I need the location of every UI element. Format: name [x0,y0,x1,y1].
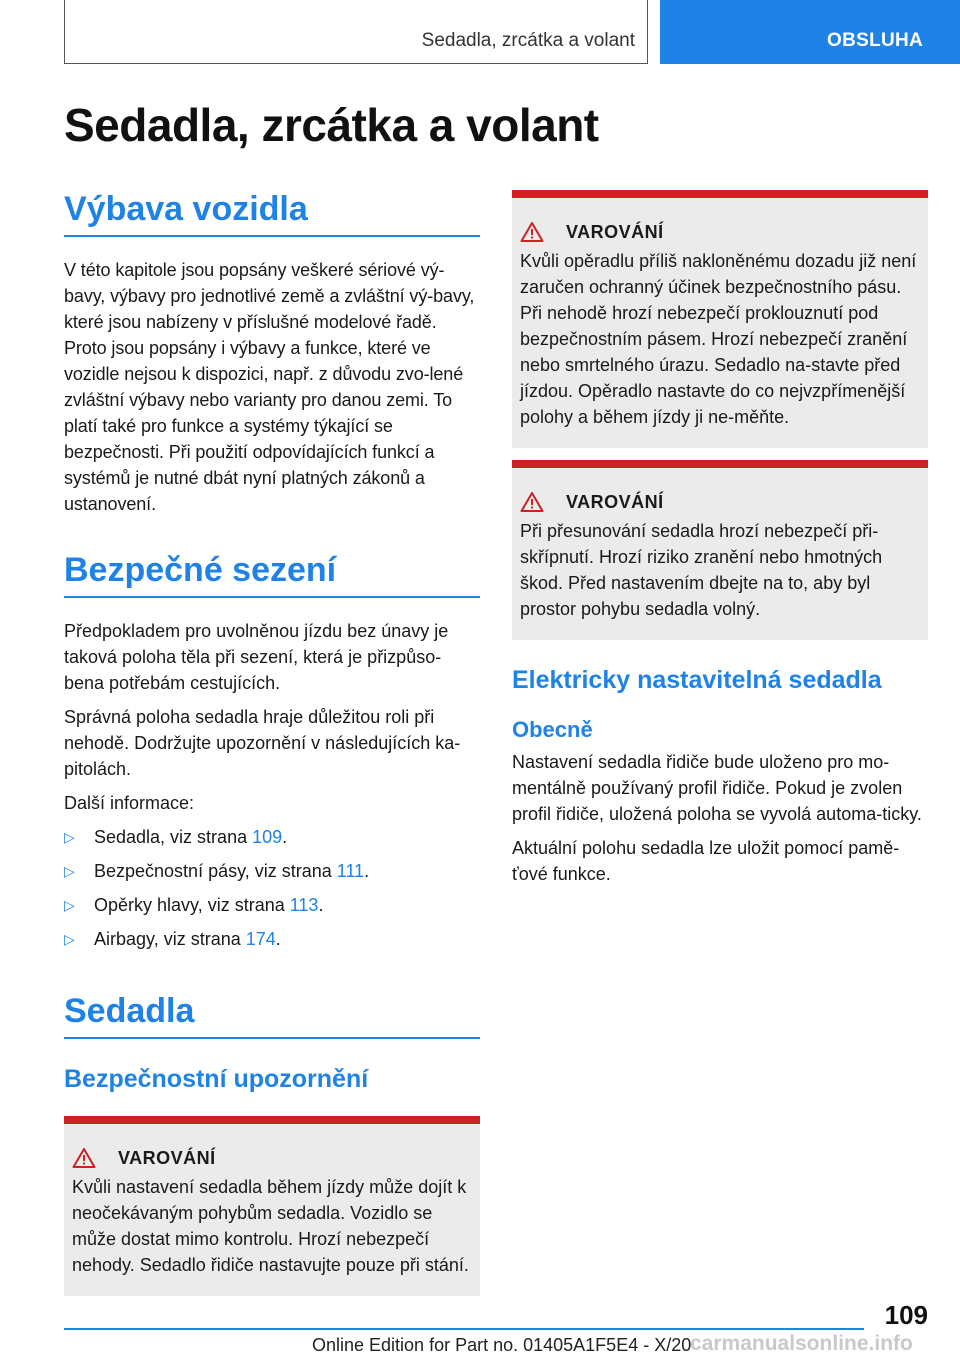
obecne-paragraph-2: Aktuální polohu sedadla lze uložit pomocí pamě-ťové funkce. [512,838,900,884]
page-link[interactable]: 109 [252,827,283,847]
warning-triangle-icon [72,1146,118,1170]
warning-box [512,190,928,448]
watermark: carmanualsonline.info [690,1332,913,1355]
sezeni-paragraph-3: Další informace: [64,793,195,813]
warning-label: VAROVÁNÍ [566,491,664,512]
triangle-bullet-icon: ▷ [64,863,75,879]
page-link[interactable]: 111 [336,861,365,881]
warning-text: Kvůli opěradlu příliš nakloněnému dozadu již není zaručen ochranný účinek bezpečnostního pásu. Při nehodě hrozí nebezpečí proklouznutí pod bezpečnostním pásem. Hrozí nebezpečí zranění nebo smrtelného úrazu. Sedadlo na-stavte před jízdou. Opěradlo nastavte do co nejvzpřímenější polohy a během jízdy ji ne-měňte. [520,251,917,427]
reference-list [64,824,480,952]
reference-item: ▷ Opěrky hlavy, viz strana 113. [64,892,480,918]
warning-triangle-icon [520,220,566,244]
sezeni-paragraph-1: Předpokladem pro uvolněnou jízdu bez únavy je taková poloha těla při sezení, která je přizpůso-bena potřebám cestujících. [64,621,449,693]
heading-bezpecne-sezeni: Bezpečné sezení [64,551,480,598]
page-number: 109 [884,1300,928,1330]
triangle-bullet-icon: ▷ [64,897,75,913]
obecne-paragraph-1: Nastavení sedadla řidiče bude uloženo pro mo-mentálně používaný profil řidiče. Pokud je zvolen profil řidiče, uložená poloha se vyvolá automa-ticky. [512,752,922,824]
reference-item: ▷ Airbagy, viz strana 174. [64,926,480,952]
right-column [512,190,928,887]
warning-label: VAROVÁNÍ [118,1147,216,1168]
vybava-text: V této kapitole jsou popsány veškeré sériové vý-bavy, výbavy pro jednotlivé země a zvláštní vý-bavy, které jsou nabízeny v příslušné modelové řadě. Proto jsou popsány i výbavy a funkce, které ve vozidle nejsou k dispozici, např. z důvodu zvo-lené zvláštní výbavy nebo varianty pro danou zemi. To platí také pro funkce a systémy týkající se bezpečnosti. Při použití odpovídajících funkcí a systémů je nutné dbát nyní platných zákonů a ustanovení. [64,260,475,514]
left-column [64,190,480,1296]
warning-box [512,460,928,640]
heading-obecne: Obecně [512,717,593,742]
header-section-title: Sedadla, zrcátka a volant [421,30,635,51]
warning-text: Při přesunování sedadla hrozí nebezpečí při-skřípnutí. Hrozí riziko zranění nebo hmotných škod. Před nastavením dbejte na to, aby byl prostor pohybu sedadla volný. [520,521,883,619]
triangle-bullet-icon: ▷ [64,829,75,845]
footer-divider [64,1328,864,1330]
heading-elektricky-nastavitelna-sedadla: Elektricky nastavitelná sedadla [512,666,882,694]
heading-vybava: Výbava vozidla [64,190,480,237]
heading-bezpecnostni-upozorneni: Bezpečnostní upozornění [64,1065,369,1093]
header-section-box [64,0,648,64]
reference-item: ▷ Sedadla, viz strana 109. [64,824,480,850]
page-title: Sedadla, zrcátka a volant [64,99,599,151]
warning-triangle-icon [520,490,566,514]
header-chapter-tab [660,0,960,64]
page-link[interactable]: 174 [245,929,276,949]
warning-label: VAROVÁNÍ [566,221,664,242]
reference-item: ▷ Bezpečnostní pásy, viz strana 111. [64,858,480,884]
sezeni-paragraph-2: Správná poloha sedadla hraje důležitou roli při nehodě. Dodržujte upozornění v následujících ka-pitolách. [64,707,461,779]
warning-box [64,1116,480,1296]
triangle-bullet-icon: ▷ [64,931,75,947]
heading-sedadla: Sedadla [64,992,480,1039]
page-link[interactable]: 113 [289,895,319,915]
footer-edition-text: Online Edition for Part no. 01405A1F5E4 - X/20 [312,1335,692,1355]
warning-text: Kvůli nastavení sedadla během jízdy může dojít k neočekávaným pohybům sedadla. Vozidlo se může dostat mimo kontrolu. Hrozí nebezpečí nehody. Sedadlo řidiče nastavujte pouze při stání. [72,1177,469,1275]
header-chapter-label: OBSLUHA [827,30,924,51]
